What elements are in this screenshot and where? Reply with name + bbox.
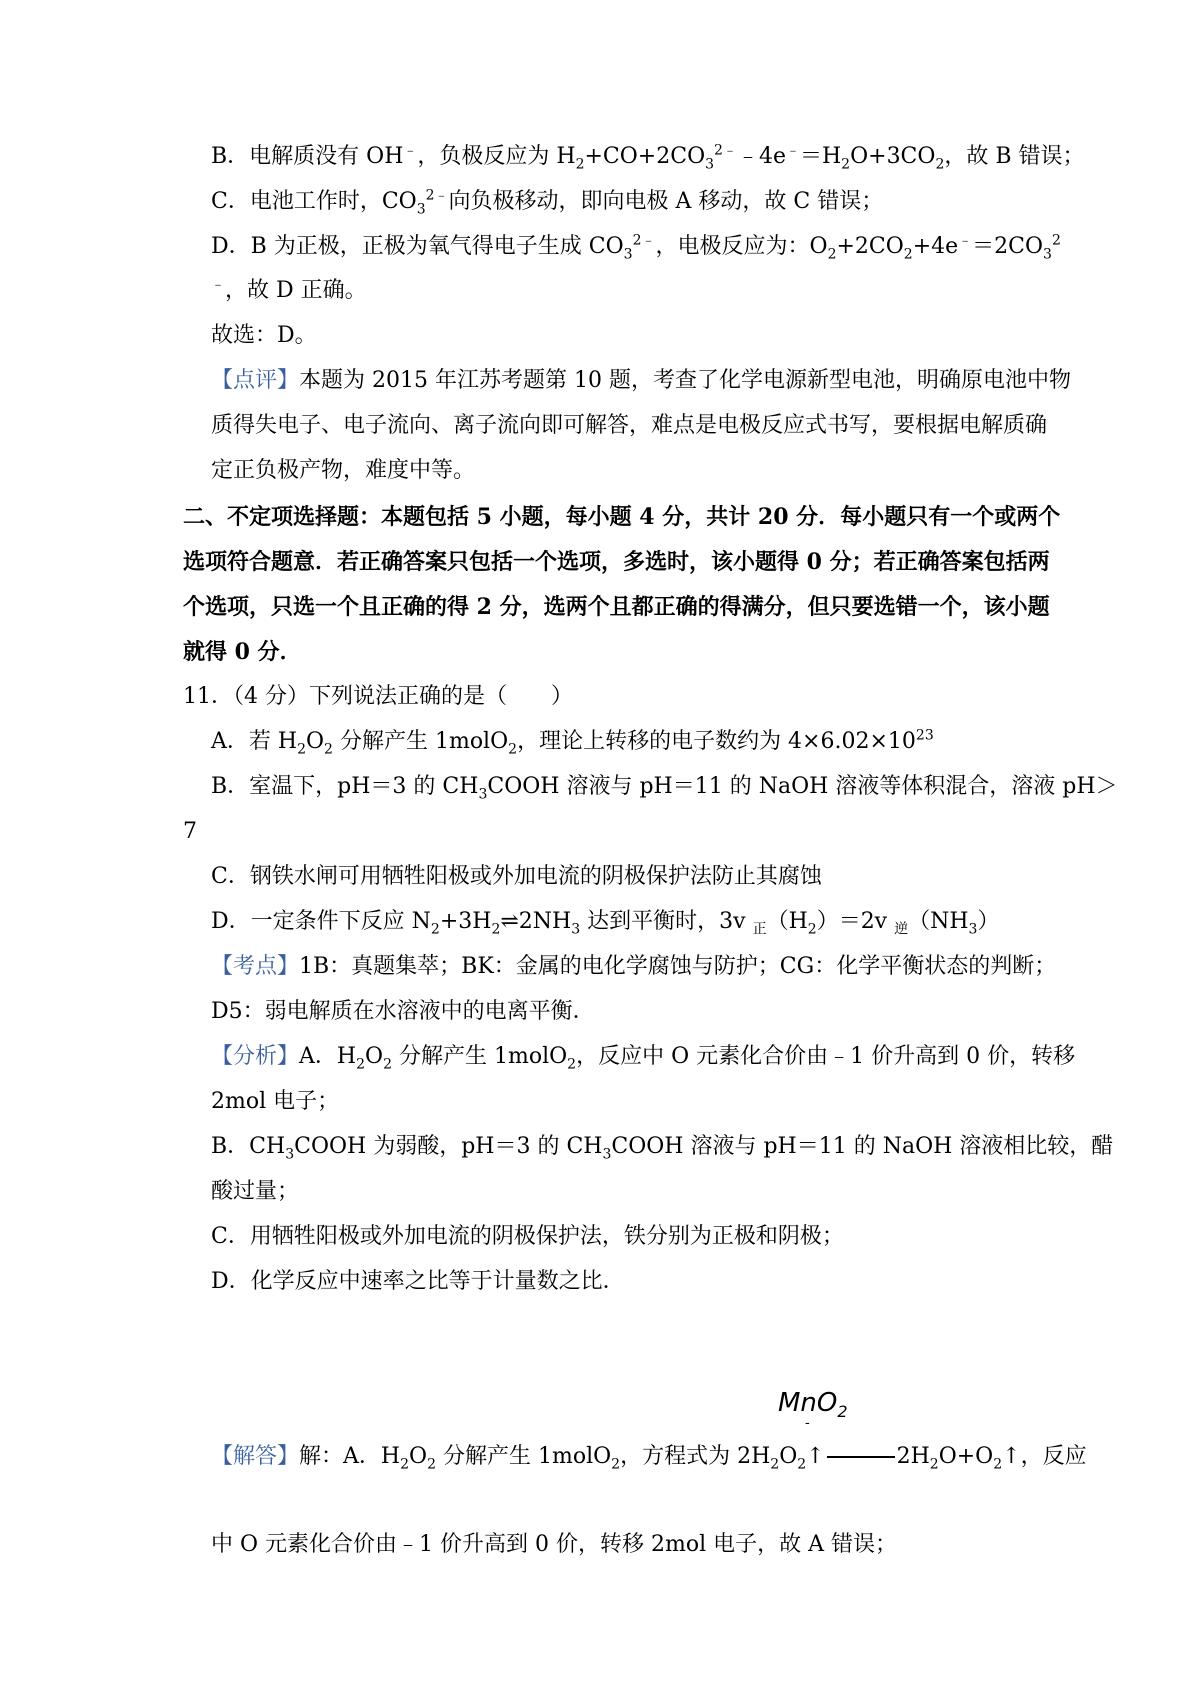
reaction-arrow-line — [827, 1456, 895, 1458]
q11-option-b-line-1: B．室温下，pH＝3 的 $CH_3COOH$ 溶液与 pH＝11 的 NaOH 溶液等体积混合，溶液 pH＞ — [211, 774, 1118, 803]
option-d-analysis-line-1: D．B 为正极，正极为氧气得电子生成 $CO_3^{2﹣}$，电极反应为：$O_2+2CO_2+4e^﹣=2CO_3^2$ — [211, 232, 1061, 263]
option-c-analysis: C．电池工作时，$CO_3^{2﹣}$向负极移动，即向电极 A 移动，故 C 错误； — [211, 187, 884, 218]
fenxi-line-3: B．$CH_3COOH$ 为弱酸，pH＝3 的 $CH_3COOH$ 溶液与 pH＝11 的 NaOH 溶液相比较，醋 — [211, 1134, 1114, 1163]
jieda-line-2: 中 O 元素化合价由﹣1 价升高到 0 价，转移 2mol 电子，故 A 错误； — [211, 1532, 897, 1557]
catalyst-mark: - — [805, 1415, 810, 1431]
comment-line-1: 【点评】本题为 2015 年江苏考题第 10 题，考查了化学电源新型电池，明确原电池中物 — [211, 368, 1071, 393]
fenxi-line-5: C．用牺牲阳极或外加电流的阴极保护法，铁分别为正极和阴极； — [211, 1224, 844, 1249]
fenxi-line-2: 2mol 电子； — [211, 1089, 340, 1114]
option-b-analysis: B．电解质没有 OH﹣，负极反应为 $H_2+CO+2CO_3^{2﹣}﹣4e^﹣=H_2O+3CO_2$，故 B 错误； — [211, 142, 1085, 173]
comment-tag: 【点评】 — [211, 368, 300, 393]
q11-option-c: C．钢铁水闸可用牺牲阳极或外加电流的阴极保护法防止其腐蚀 — [211, 864, 822, 889]
fenxi-tag: 【分析】 — [211, 1044, 300, 1069]
kaodian-tag: 【考点】 — [211, 954, 300, 979]
jieda-line-1: 【解答】解：A．$H_2O_2$ 分解产生 1molO$_2$，方程式为 $2H_2O_2↑$ $2H_2O+O_2↑$，反应 — [211, 1444, 1087, 1473]
comment-line-2: 质得失电子、电子流向、离子流向即可解答，难点是电极反应式书写，要根据电解质确 — [211, 413, 1048, 438]
q11-option-b-line-2: 7 — [183, 819, 197, 844]
fenxi-line-6: D．化学反应中速率之比等于计量数之比． — [211, 1269, 625, 1294]
section-heading-line-4: 就得 0 分． — [183, 639, 302, 665]
kaodian-line-1: 【考点】1B：真题集萃；BK：金属的电化学腐蚀与防护；CG：化学平衡状态的判断； — [211, 954, 1057, 979]
jieda-tag: 【解答】 — [211, 1444, 300, 1469]
comment-line-3: 定正负极产物，难度中等。 — [211, 458, 476, 483]
catalyst-label: MnO$_2$ — [778, 1388, 848, 1422]
section-heading-line-3: 个选项，只选一个且正确的得 2 分，选两个且都正确的得满分，但只要选错一个，该小题 — [183, 594, 1050, 620]
option-d-analysis-line-2: ﹣，故 D 正确。 — [211, 276, 367, 303]
question-11: 11．（4 分）下列说法正确的是（ ） — [183, 684, 573, 709]
kaodian-line-2: D5：弱电解质在水溶液中的电离平衡． — [211, 999, 595, 1024]
q11-option-a: A．若 $H_2O_2$ 分解产生 1molO$_2$，理论上转移的电子数约为 $4\times 6.02\times 10^{23}$ — [211, 727, 934, 758]
fenxi-line-1: 【分析】A．$H_2O_2$ 分解产生 1molO$_2$，反应中 O 元素化合价由﹣1 价升高到 0 价，转移 — [211, 1044, 1076, 1073]
answer-choice: 故选：D。 — [211, 323, 317, 348]
q11-option-d: D．一定条件下反应 $N_2+3H_2\rightleftharpoons 2NH_3$ 达到平衡时，3v $_正(H_2)=2v$ $_逆(NH_3)$ — [211, 909, 1000, 938]
section-heading-line-1: 二、不定项选择题：本题包括 5 小题，每小题 4 分，共计 20 分．每小题只有一个或两个 — [183, 504, 1061, 530]
section-heading-line-2: 选项符合题意．若正确答案只包括一个选项，多选时，该小题得 0 分；若正确答案包括两 — [183, 549, 1050, 575]
fenxi-line-4: 酸过量； — [211, 1179, 300, 1204]
